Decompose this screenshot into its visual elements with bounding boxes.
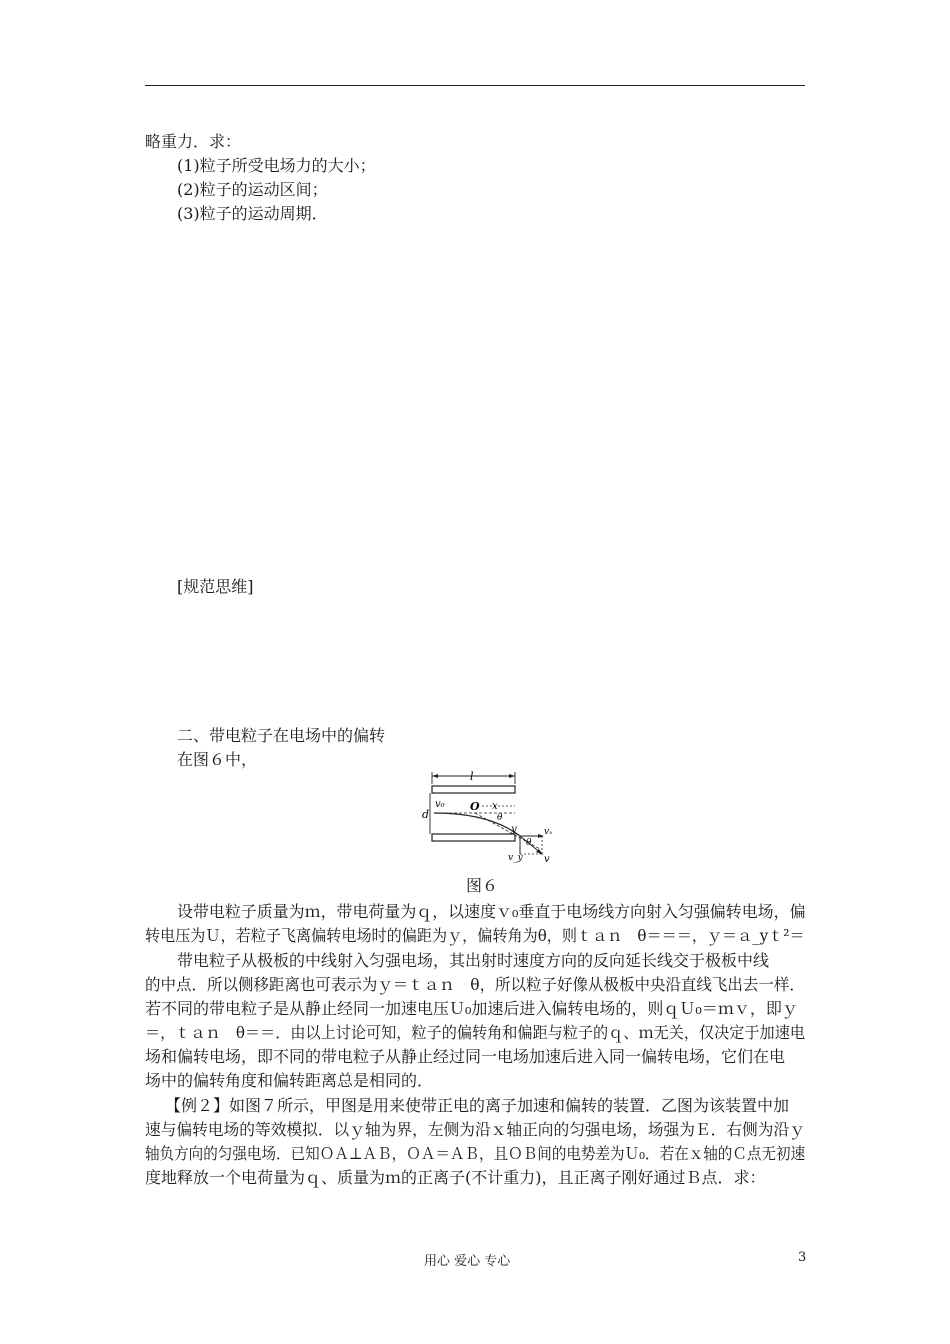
label-d: d	[422, 808, 430, 821]
problem-line: 略重力．求：	[145, 132, 242, 151]
example-line: 轴负方向的匀强电场．已知ＯＡ⊥ＡＢ，ＯＡ＝ＡＢ，且ＯＢ间的电势差为Ｕ₀．若在ｘ轴的Ｃ点无初速	[145, 1144, 806, 1163]
label-x: x	[492, 801, 498, 812]
figure-6-diagram	[420, 770, 570, 870]
section-heading: 二、带电粒子在电场中的偏转	[177, 726, 386, 745]
page-number: 3	[798, 1250, 807, 1265]
example-line: 【例２】如图７所示，甲图是用来使带正电的离子加速和偏转的装置．乙图为该装置中加	[165, 1096, 790, 1115]
paragraph-line: 带电粒子从极板的中线射入匀强电场，其出射时速度方向的反向延长线交于极板中线	[177, 951, 770, 970]
question-1: (1)粒子所受电场力的大小；	[177, 156, 376, 175]
label-l: l	[470, 770, 474, 783]
guide-label: [规范思维]	[177, 577, 254, 596]
label-theta: θ	[526, 838, 532, 848]
paragraph-line: 若不同的带电粒子是从静止经同一加速电压Ｕ₀加速后进入偏转电场的，则ｑＵ₀＝ｍｖ，即ｙ	[145, 999, 798, 1018]
paragraph-line: 的中点．所以侧移距离也可表示为ｙ＝ｔａｎ θ，所以粒子好像从极板中央沿直线飞出去一样．	[145, 975, 805, 994]
paragraph-line: 场和偏转电场，即不同的带电粒子从静止经过同一电场加速后进入同一偏转电场，它们在电	[145, 1047, 786, 1066]
paragraph-line: 转电压为Ｕ，若粒子飞离偏转电场时的偏距为ｙ，偏转角为θ，则ｔａｎ θ＝＝＝，ｙ＝ａ_yｔ²＝	[145, 926, 805, 945]
example-line: 度地释放一个电荷量为ｑ、质量为ｍ的正离子(不计重力)，且正离子刚好通过Ｂ点．求：	[145, 1168, 766, 1187]
header-rule	[145, 85, 805, 86]
label-vy: v_y	[508, 853, 523, 863]
label-v: v	[544, 854, 550, 865]
label-theta-top: θ	[497, 813, 503, 823]
label-v0: v₀	[435, 799, 445, 810]
label-O: O	[470, 800, 480, 813]
question-2: (2)粒子的运动区间；	[177, 180, 328, 199]
example-line: 速与偏转电场的等效模拟．以ｙ轴为界，左侧为沿ｘ轴正向的匀强电场，场强为Ｅ．右侧为沿ｙ	[145, 1120, 805, 1139]
paragraph-line: 设带电粒子质量为ｍ，带电荷量为ｑ，以速度ｖ₀垂直于电场线方向射入匀强偏转电场，偏	[177, 902, 806, 921]
bottom-plate	[432, 834, 515, 841]
figure-caption: 图６	[466, 876, 499, 895]
paragraph-line: 场中的偏转角度和偏转距离总是相同的．	[145, 1071, 434, 1090]
question-3: (3)粒子的运动周期．	[177, 204, 328, 223]
label-y: y	[511, 824, 517, 835]
label-vx: vₓ	[544, 827, 553, 837]
paragraph-line: ＝，ｔａｎ θ＝＝．由以上讨论可知，粒子的偏转角和偏距与粒子的ｑ、ｍ无关，仅决定于加速电	[145, 1023, 805, 1042]
footer-slogan: 用心 爱心 专心	[424, 1254, 511, 1269]
top-plate	[432, 786, 515, 793]
trajectory	[434, 813, 520, 836]
section-intro: 在图６中，	[177, 750, 258, 769]
